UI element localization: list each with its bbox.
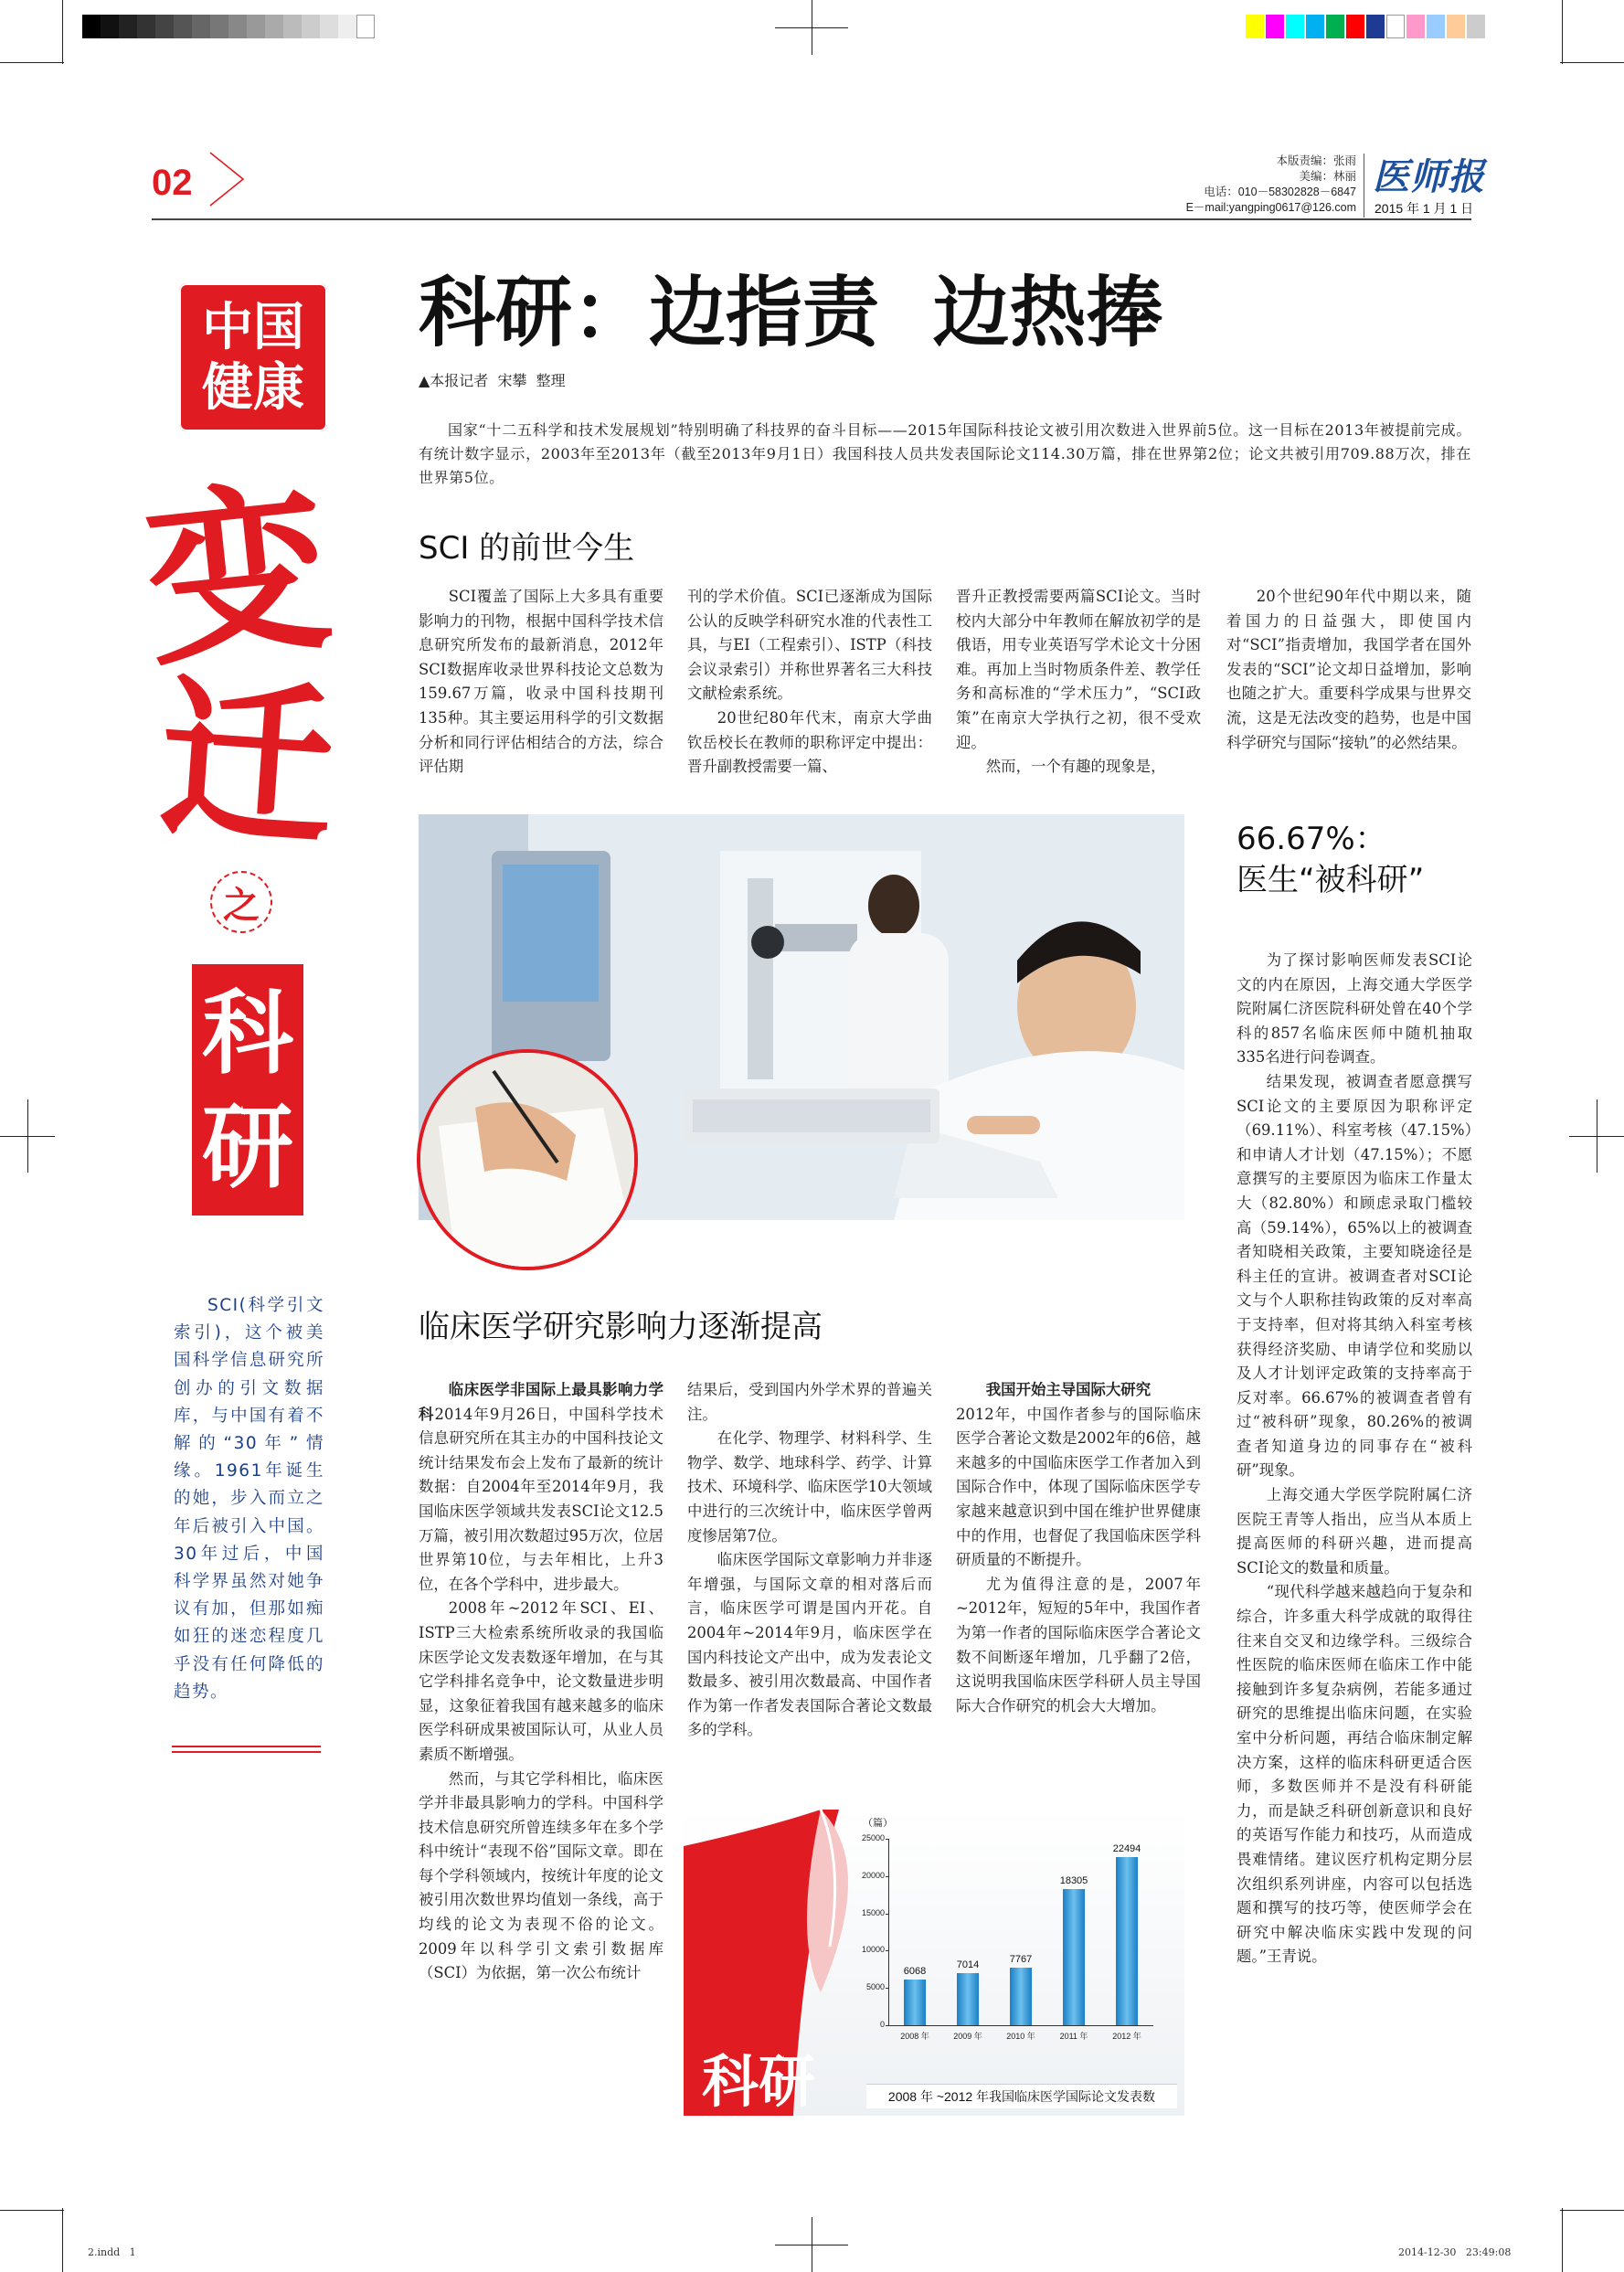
- chart-y-tick: [886, 1876, 888, 1877]
- keyan-char-1: 科: [202, 978, 293, 1087]
- header-rule: [152, 218, 1471, 220]
- chart-x-tick-label: 2011 年: [1059, 2032, 1088, 2041]
- paragraph: 我国开始主导国际大研究: [985, 1381, 1152, 1398]
- page-number: 02: [152, 163, 193, 203]
- chart-x-axis: [888, 2025, 1153, 2026]
- chart-panel: [684, 1810, 1184, 2116]
- paragraph: 20世纪80年代末，南京大学曲钦岳校长在教师的职称评定中提出：晋升副教授需要一篇、: [687, 708, 932, 776]
- section1-title: SCI 的前世今生: [419, 530, 635, 567]
- section1-col-2: [687, 585, 932, 780]
- footer-file: 2.indd 1: [88, 2246, 136, 2258]
- section1-col-4: [1226, 585, 1471, 755]
- chart-bar: [957, 1973, 979, 2025]
- chart-data-label: 7767: [1009, 1953, 1033, 1965]
- chart-y-tick-label: 25000: [861, 1833, 885, 1842]
- section1-col-3: [956, 585, 1201, 780]
- chart-bar: [904, 1980, 926, 2025]
- hand-writing-illustration: [420, 1053, 638, 1270]
- paragraph: 为了探讨影响医师发表SCI论文的内在原因，上海交通大学医学院附属仁济医院科研处曾在40个学科的857名临床医师中随机抽取335名进行问卷调查。: [1237, 951, 1472, 1067]
- keyan-char-2: 研: [202, 1092, 293, 1201]
- chart-x-tick-label: 2009 年: [953, 2032, 982, 2041]
- chart-plot-area: [848, 1835, 1159, 2045]
- chart-y-tick: [886, 1839, 888, 1840]
- side-column: [1237, 949, 1472, 1969]
- title-char-qian: 迁: [153, 654, 341, 871]
- paragraph: 2012年，中国作者参与的国际临床医学合著论文数是2002年的6倍，越来越多的中国临床医学工作者加入到国际合作中，体现了国际临床医学专家越来越意识到中国在维护世界健康中的作用，也督促了我国临床医学科研质量的不断提升。: [956, 1405, 1201, 1569]
- byline: ▲本报记者 宋攀 整理: [419, 372, 566, 389]
- paragraph: 刊的学术价值。SCI已逐渐成为国际公认的反映学科研究水准的代表性工具，与EI（工程索引）、ISTP（科技会议录索引）并称世界著名三大科技文献检索系统。: [687, 588, 932, 703]
- editor-name: 本版责编：张雨: [1276, 154, 1356, 167]
- chart-y-tick-label: 15000: [861, 1907, 885, 1917]
- paper-logo: 医师报: [1373, 155, 1485, 198]
- series-seal: [179, 283, 327, 431]
- seal-line-2: 健康: [202, 357, 304, 418]
- chart-x-tick-label: 2012 年: [1112, 2032, 1141, 2041]
- chart-y-axis: [888, 1839, 889, 2025]
- issue-date: 2015 年 1 月 1 日: [1375, 201, 1474, 216]
- section2-title: 临床医学研究影响力逐渐提高: [419, 1309, 823, 1345]
- intro-paragraph: 国家“十二五科学和技术发展规划”特别明确了科技界的奋斗目标——2015年国际科技论文被引用次数进入世界前5位。这一目标在2013年被提前完成。有统计数字显示，2003年至2013年（截至2013年9月1日）我国科技人员共发表国际论文114.30万篇，排在世界第2位；论文共被引用709.88万次，排在世界第5位。: [419, 421, 1471, 486]
- sidebar-note: SCI(科学引文索引)，这个被美国科学信息研究所创办的引文数据库，与中国有着不解的“30年”情缘。1961年诞生的她，步入而立之年后被引入中国。30年过后，中国科学界虽然对她争议有加，但那如痴如狂的迷恋程度几乎没有任何降低的趋势。: [174, 1296, 324, 1702]
- paragraph: 晋升正教授需要两篇SCI论文。当时校内大部分中年教师在解放初学的是俄语，用专业英语写学术论文十分困难。再加上当时物质条件差、教学任务和高标准的“学术压力”，“SCI政策”在南京大学执行之初，很不受欢迎。: [956, 588, 1201, 751]
- chart-data-label: 22494: [1112, 1843, 1141, 1855]
- chart-y-tick-label: 20000: [861, 1870, 885, 1880]
- paragraph: 20个世纪90年代中期以来，随着国力的日益强大，即使国内对“SCI”指责增加，我国学者在国外发表的“SCI”论文却日益增加，影响也随之扩大。重要科学成果与世界交流，这是无法改变的趋势，也是中国科学研究与国际“接轨”的必然结果。: [1226, 588, 1471, 751]
- chart-data-label: 18305: [1059, 1874, 1088, 1886]
- paragraph-text: 2014年9月26日，中国科学技术信息研究所在其主办的中国科技论文统计结果发布会上发布了最新的统计数据：自2004年至2014年9月，我国临床医学领域共发表SCI论文12.5万篇，被引用次数超过95万次，位居世界第10位，与去年相比，上升3位，在各个学科中，进步最大。: [419, 1405, 664, 1593]
- paragraph: 然而，一个有趣的现象是，: [985, 758, 1166, 776]
- chart-x-tick-label: 2008 年: [900, 2032, 929, 2041]
- art-editor-name: 美编：林丽: [1299, 170, 1356, 183]
- chart-data-label: 7014: [956, 1959, 980, 1970]
- chart-y-tick-label: 5000: [865, 1982, 885, 1992]
- side-title: [1237, 819, 1424, 901]
- chart-title: 2008 年 ~2012 年我国临床医学国际论文发表数: [866, 2084, 1177, 2108]
- zhi-circle: 之: [210, 871, 272, 933]
- footer-timestamp: 2014-12-30 23:49:08: [1398, 2246, 1512, 2258]
- section2-col-3: [956, 1378, 1201, 1718]
- chart-y-tick-label: 10000: [861, 1945, 885, 1955]
- paragraph: 结果发现，被调查者愿意撰写SCI论文的主要原因为职称评定（69.11%）、科室考核（47.15%）和申请人才计划（47.15%）；不愿意撰写的主要原因为临床工作量太大（82.80%）和顾虑录取门槛较高（59.14%），65%以上的被调查者知晓相关政策，主要知晓途径是科主任的宣讲。被调查者对SCI论文与个人职称挂钩政策的反对率高于支持率，但对将其纳入科室考核获得经济奖励、申请学位和奖励以及人才计划评定政策的支持率高于反对率。66.67%的被调查者曾有过“被科研”现象，80.26%的被调查者知道身边的同事存在“被科研”现象。: [1237, 1072, 1472, 1480]
- keyan-seal: [192, 964, 303, 1216]
- side-title-line-1: 66.67%：: [1237, 821, 1386, 857]
- title-char-bian: 变: [135, 459, 340, 692]
- paragraph: 2008年~2012年SCI、EI、ISTP三大检索系统所收录的我国临床医学论文发表数逐年增加，在与其它学科排名竞争中，论文数量进步明显，这象征着我国有越来越多的临床医学科研成果被国际认可，从业人员素质不断增强。: [419, 1599, 663, 1763]
- sidebar-rule: [172, 1746, 321, 1753]
- chart-bar: [1116, 1857, 1138, 2025]
- paragraph: 在化学、物理学、材料科学、生物学、数学、地球科学、药学、计算技术、环境科学、临床医学10大领域中进行的三次统计中，临床医学曾两度惨居第7位。: [687, 1429, 932, 1545]
- section2-col-1: [419, 1378, 663, 1986]
- headline: 科研：边指责 边热捧: [419, 268, 1163, 357]
- paragraph: SCI覆盖了国际上大多具有重要影响力的刊物，根据中国科学技术信息研究所发布的最新消息，2012年SCI数据库收录世界科技论文总数为159.67万篇，收录中国科技期刊135种。其主要运用科学的引文数据分析和同行评估相结合的方法，综合评估期: [419, 588, 663, 776]
- chart-bar: [1010, 1968, 1032, 2025]
- email: E－mail:yangping0617@126.com: [1185, 201, 1356, 214]
- section2-col1-lead: 临床医学非国际上最具影响力学科: [419, 1381, 663, 1423]
- phone: 电话：010－58302828－6847: [1204, 186, 1356, 198]
- paragraph: 然而，与其它学科相比，临床医学并非最具影响力的学科。中国科学技术信息研究所曾连续多年在多个学科中统计“表现不俗”国际文章。即在每个学科领域内，按统计年度的论文被引用次数世界均值划一条线，高于均线的论文为表现不俗的论文。2009年以科学引文索引数据库（SCI）为依据，第一次公布统计: [419, 1769, 663, 1982]
- page-arrow-icon: [207, 151, 247, 207]
- chart-y-tick: [886, 1914, 888, 1915]
- chart-y-tick: [886, 2025, 888, 2026]
- chart-y-tick: [886, 1988, 888, 1989]
- paragraph: “现代科学越来越趋向于复杂和综合，许多重大科学成就的取得往往来自交叉和边缘学科。三级综合性医院的临床医师在临床工作中能接触到许多复杂病例，若能多通过研究的思维提出临床问题，在实验室中分析问题，再结合临床制定解决方案，这样的临床科研更适合医师，多数医师并不是没有科研能力，而是缺乏科研创新意识和良好的英语写作能力和技巧，从而造成畏难情绪。建议医疗机构定期分层次组织系列讲座，内容可以包括选题和撰写的技巧等，使医师学会在研究中解决临床实践中发现的问题。”王青说。: [1237, 1583, 1472, 1966]
- chart-bar: [1063, 1889, 1085, 2025]
- section2-col-2: [687, 1378, 932, 1743]
- chart-logo: 科研: [702, 2048, 816, 2115]
- paragraph: 上海交通大学医学院附属仁济医院王青等人指出，应当从本质上提高医师的科研兴趣，进而提高SCI论文的数量和质量。: [1237, 1486, 1472, 1577]
- chart-x-tick-label: 2010 年: [1006, 2032, 1035, 2041]
- chart-data-label: 6068: [903, 1966, 927, 1978]
- editor-info: [1115, 154, 1356, 216]
- paragraph: 尤为值得注意的是，2007年~2012年，短短的5年中，我国作者为第一作者的国际临床医学合著论文数不间断逐年增加，几乎翻了2倍，这说明我国临床医学科研人员主导国际大合作研究的机会大大增加。: [956, 1575, 1201, 1715]
- chart-y-tick: [886, 1950, 888, 1951]
- writing-inset-photo: [417, 1049, 638, 1270]
- paragraph: 结果后，受到国内外学术界的普遍关注。: [687, 1381, 932, 1423]
- paragraph: [419, 1378, 663, 1597]
- seal-line-1: 中国: [202, 297, 304, 357]
- side-title-line-2: 医生“被科研”: [1237, 862, 1425, 898]
- chart-y-tick-label: 0: [879, 2020, 885, 2029]
- section1-col-1: [419, 585, 663, 780]
- paragraph: 临床医学国际文章影响力并非逐年增强，与国际文章的相对落后而言，临床医学可谓是国内开花。自2004年~2014年9月，临床医学在国内科技论文产出中，成为发表论文数最多、被引用次数最高、中国作者作为第一作者发表国际合著论文数最多的学科。: [687, 1551, 932, 1739]
- chart-ylabel: （篇）: [863, 1818, 893, 1829]
